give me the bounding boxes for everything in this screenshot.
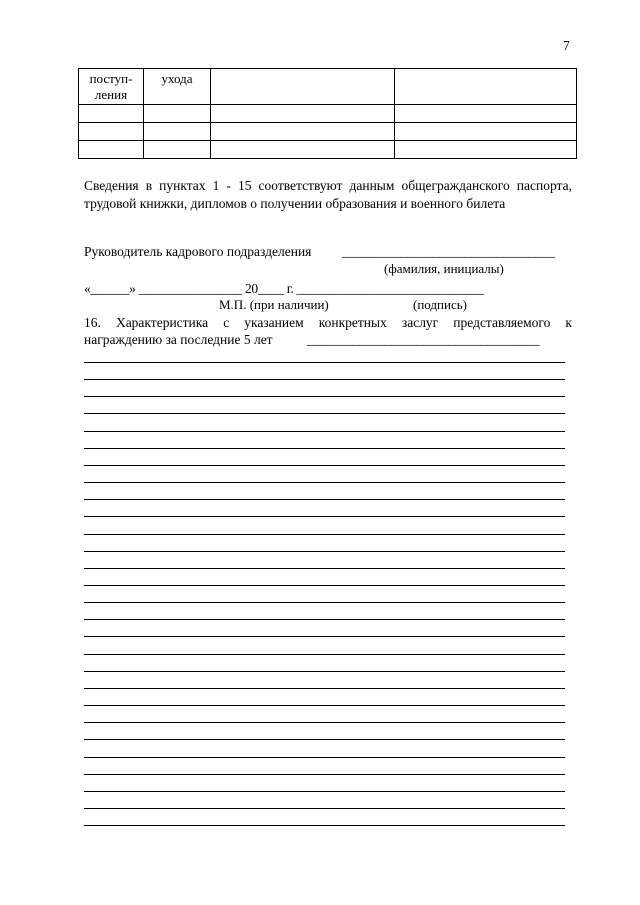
header-cell-empty-4 [395,69,577,105]
blank-line[interactable] [84,825,565,826]
stamp-caption: М.П. (при наличии) [219,297,329,312]
blank-line[interactable] [84,654,565,655]
table-cell [211,141,395,159]
table-cell [211,105,395,123]
blank-line[interactable] [84,568,565,569]
table-cell [79,123,144,141]
admission-departure-table [78,68,577,159]
table-cell [144,141,211,159]
table-header-row [79,69,577,105]
name-initials-caption: (фамилия, инициалы) [384,261,504,276]
header-cell-empty-3 [211,69,395,105]
item16-line1: 16. Характеристика с указанием конкретных заслуг представляемого к [84,315,572,330]
table-cell [144,105,211,123]
blank-line[interactable] [84,431,565,432]
blank-line[interactable] [84,362,565,363]
page-number: 7 [563,38,570,53]
blank-line[interactable] [84,722,565,723]
header-cell-admission [79,69,144,105]
blank-line[interactable] [84,448,565,449]
table-cell [395,141,577,159]
blank-line[interactable] [84,602,565,603]
blank-line[interactable] [84,774,565,775]
header-admission-line2: ления [94,87,128,102]
header-departure: ухода [161,71,193,86]
blank-line[interactable] [84,482,565,483]
item16-line2-blank[interactable]: ____________________________________ [307,332,540,347]
blank-line[interactable] [84,499,565,500]
signature-caption: (подпись) [413,297,467,312]
date-signature-line[interactable]: «______» ________________ 20____ г. _____________________________ [84,281,484,296]
blank-line[interactable] [84,516,565,517]
blank-line[interactable] [84,688,565,689]
blank-line[interactable] [84,465,565,466]
blank-line[interactable] [84,585,565,586]
blank-line[interactable] [84,757,565,758]
blank-line[interactable] [84,396,565,397]
table-row [79,123,577,141]
table-cell [144,123,211,141]
table-cell [79,105,144,123]
blank-line[interactable] [84,739,565,740]
blank-line[interactable] [84,636,565,637]
table-cell [395,105,577,123]
blank-line[interactable] [84,705,565,706]
blank-line[interactable] [84,791,565,792]
table-cell [79,141,144,159]
blank-line[interactable] [84,379,565,380]
header-cell-departure [144,69,211,105]
table-row [79,141,577,159]
blank-line[interactable] [84,619,565,620]
table-row [79,105,577,123]
blank-line[interactable] [84,808,565,809]
blank-line[interactable] [84,551,565,552]
table-cell [211,123,395,141]
header-admission-line1: поступ- [89,71,133,86]
blank-line[interactable] [84,413,565,414]
blank-line[interactable] [84,534,565,535]
hr-head-name-blank[interactable]: _________________________________ [342,244,555,259]
hr-head-label: Руководитель кадрового подразделения [84,244,312,259]
table-cell [395,123,577,141]
blank-line[interactable] [84,671,565,672]
item16-line2-label: награждению за последние 5 лет [84,332,273,347]
documents-note: Сведения в пунктах 1 - 15 соответствуют данным общегражданского паспорта, трудовой книжки, дипломов о получении образования и военного билета [84,178,572,211]
